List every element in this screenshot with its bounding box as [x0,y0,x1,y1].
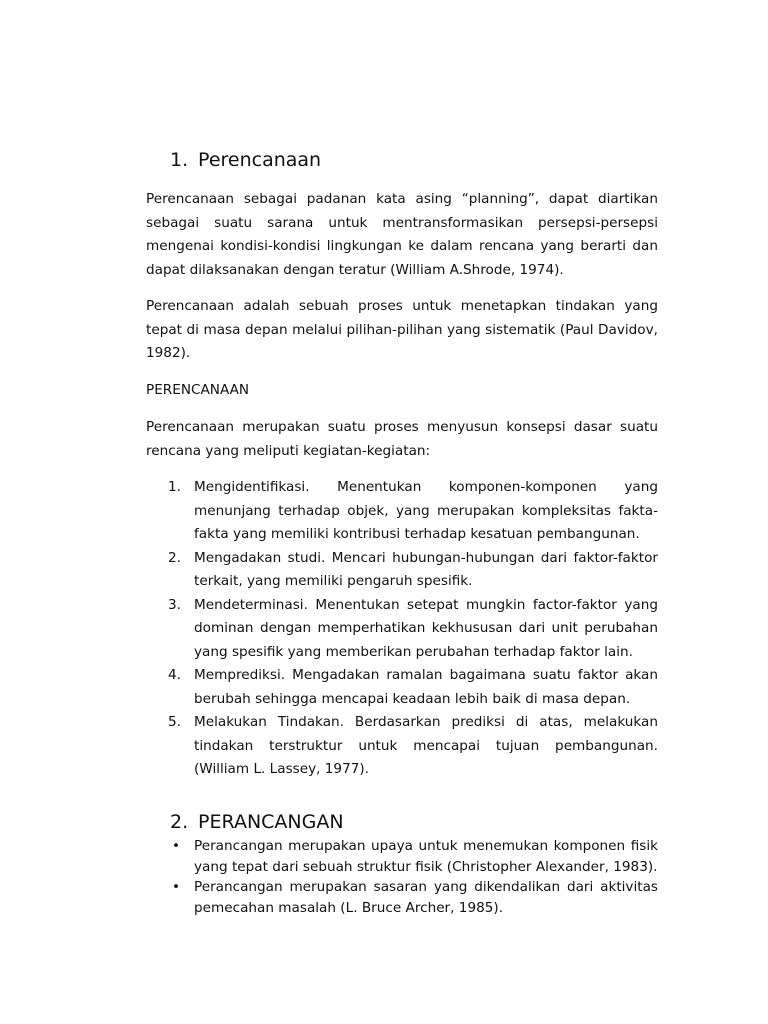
section-1-title: Perencanaan [198,149,322,171]
section-2-number: 2. [170,811,189,833]
list-item [146,476,658,547]
list-item [146,547,658,594]
list-item-text: Mengadakan studi. Mencari hubungan-hubungan dari faktor-faktor terkait, yang memiliki pengaruh spesifik. [194,549,658,589]
list-item-text: Melakukan Tindakan. Berdasarkan prediksi di atas, melakukan tindakan terstruktur untuk mencapai tujuan pembangunan. (William L. Lassey, 1977). [194,714,658,777]
list-item [146,594,658,665]
list-item-number: 1. [168,479,181,495]
bullet-icon: • [172,838,181,854]
activity-list [146,476,658,782]
paragraph-planning-activities: Perencanaan merupakan suatu proses menyusun konsepsi dasar suatu rencana yang meliputi kegiatan-kegiatan: [146,419,658,459]
section-2-title: PERANCANGAN [198,811,344,833]
list-item-number: 2. [168,549,181,566]
list-item-number: 5. [168,714,181,730]
list-item-text: Mendeterminasi. Menentukan setepat mungkin factor-faktor yang dominan dengan memperhatikan kekhususan dari unit perubahan yang spesifik yang memberikan perubahan terhadap faktor lain. [194,596,658,660]
list-item [146,836,658,877]
list-item-text: Mengidentifikasi. Menentukan komponen-komponen yang menunjang terhadap objek, yang merupakan kompleksitas fakta-fakta yang memiliki kontribusi terhadap kesatuan pembangunan. [194,479,658,542]
bullet-icon: • [172,879,181,895]
section-1-heading [170,148,321,172]
list-item [146,877,658,918]
section-2-heading [170,810,344,834]
paragraph-planning-process: Perencanaan adalah sebuah proses untuk menetapkan tindakan yang tepat di masa depan melalui pilihan-pilihan yang sistematik (Paul Davidov, 1982). [146,298,658,361]
list-item-text: Perancangan merupakan sasaran yang dikendalikan dari aktivitas pemecahan masalah (L. Bruce Archer, 1985). [194,879,658,916]
design-definition-list [146,836,658,918]
section-1-number: 1. [170,149,189,171]
list-item-number: 4. [168,667,181,683]
list-item-text: Perancangan merupakan upaya untuk menemukan komponen fisik yang tepat dari sebuah struktur fisik (Christopher Alexander, 1983). [194,838,658,875]
list-item-number: 3. [168,596,181,613]
list-item [146,664,658,711]
list-item [146,711,658,782]
subheading-perencanaan: PERENCANAAN [146,382,250,398]
list-item-text: Memprediksi. Mengadakan ramalan bagaimana suatu faktor akan berubah sehingga mencapai keadaan lebih baik di masa depan. [194,667,658,707]
paragraph-planning-definition: Perencanaan sebagai padanan kata asing “planning”, dapat diartikan sebagai suatu sarana untuk mentransformasikan persepsi-persepsi mengenai kondisi-kondisi lingkungan ke dalam rencana yang berarti dan dapat dilaksanakan dengan teratur (William A.Shrode, 1974). [146,191,658,278]
